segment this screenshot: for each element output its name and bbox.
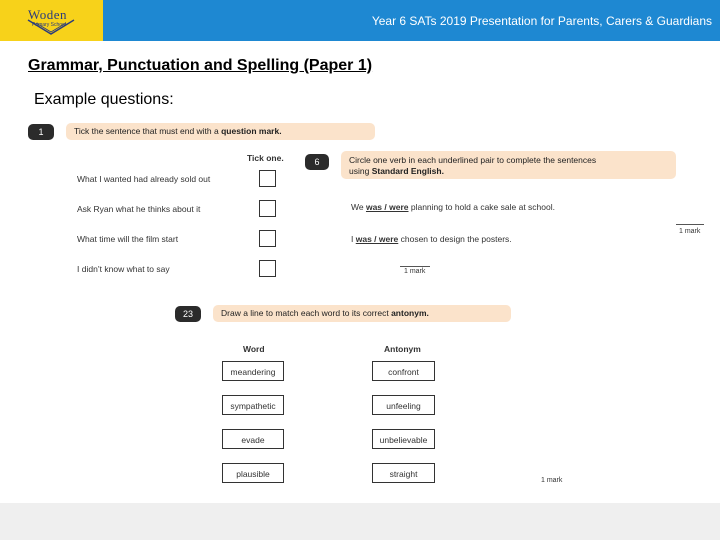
q6-prompt-line2 — [349, 166, 676, 177]
q1-option-2: Ask Ryan what he thinks about it — [77, 204, 201, 214]
q1-option-1: What I wanted had already sold out — [77, 174, 211, 184]
logo-subtitle: Primary School — [32, 22, 66, 28]
q1-checkbox-4[interactable] — [259, 260, 276, 277]
q23-number-badge: 23 — [175, 306, 201, 322]
footer-bar — [0, 503, 720, 540]
q1-option-4: I didn’t know what to say — [77, 264, 170, 274]
q6-s2-post: chosen to design the posters. — [398, 234, 512, 244]
q23-word-2[interactable]: sympathetic — [222, 395, 284, 415]
q23-prompt — [213, 305, 511, 322]
q23-prompt-text: Draw a line to match each word to its correct — [221, 308, 392, 318]
q1-tick-label: Tick one. — [247, 153, 284, 163]
q1-mark-line — [400, 266, 430, 267]
q1-number-badge: 1 — [28, 124, 54, 140]
q6-s2-verb-pair[interactable]: was / were — [355, 234, 399, 244]
q6-prompt-line1: Circle one verb in each underlined pair to complete the sentences — [349, 155, 597, 165]
q1-option-3: What time will the film start — [77, 234, 179, 244]
q23-prompt-emphasis: antonym. — [391, 308, 429, 318]
q23-antonym-header: Antonym — [384, 344, 421, 354]
q23-word-4[interactable]: plausible — [222, 463, 284, 483]
q6-s1-verb-pair[interactable]: was / were — [365, 202, 409, 212]
q1-mark: 1 mark — [404, 268, 426, 275]
q1-checkbox-2[interactable] — [259, 200, 276, 217]
q6-prompt-emphasis: Standard English. — [371, 166, 444, 176]
q6-mark: 1 mark — [679, 228, 701, 235]
school-logo-panel — [0, 0, 103, 41]
q6-s2-pre: I — [351, 234, 356, 244]
q23-word-1[interactable]: meandering — [222, 361, 284, 381]
q1-checkbox-1[interactable] — [259, 170, 276, 187]
q6-prompt — [341, 151, 676, 179]
q23-antonym-4[interactable]: straight — [372, 463, 435, 483]
q23-word-3[interactable]: evade — [222, 429, 284, 449]
page-subtitle: Example questions: — [34, 91, 174, 108]
page-title: Grammar, Punctuation and Spelling (Paper 1) — [28, 57, 373, 74]
q1-checkbox-3[interactable] — [259, 230, 276, 247]
q6-s1-post: planning to hold a cake sale at school. — [408, 202, 555, 212]
q23-word-header: Word — [243, 344, 265, 354]
q1-prompt-emphasis: question mark. — [221, 126, 282, 136]
q6-sentence-2 — [351, 234, 512, 244]
q1-prompt-text: Tick the sentence that must end with a — [74, 126, 222, 136]
q6-number-badge: 6 — [305, 154, 329, 170]
q6-sentence-1 — [351, 202, 555, 212]
q23-antonym-1[interactable]: confront — [372, 361, 435, 381]
school-logo — [26, 5, 76, 36]
presentation-title: Year 6 SATs 2019 Presentation for Parents, Carers & Guardians — [371, 14, 712, 28]
q6-prompt-line2-text: using — [349, 166, 372, 176]
q6-mark-line — [676, 224, 704, 225]
header-bar — [0, 0, 720, 41]
q23-antonym-3[interactable]: unbelievable — [372, 429, 435, 449]
q23-mark: 1 mark — [541, 477, 563, 484]
q6-s1-pre: We — [351, 202, 366, 212]
q23-antonym-2[interactable]: unfeeling — [372, 395, 435, 415]
logo-name: Woden — [28, 7, 67, 22]
q1-prompt — [66, 123, 375, 140]
